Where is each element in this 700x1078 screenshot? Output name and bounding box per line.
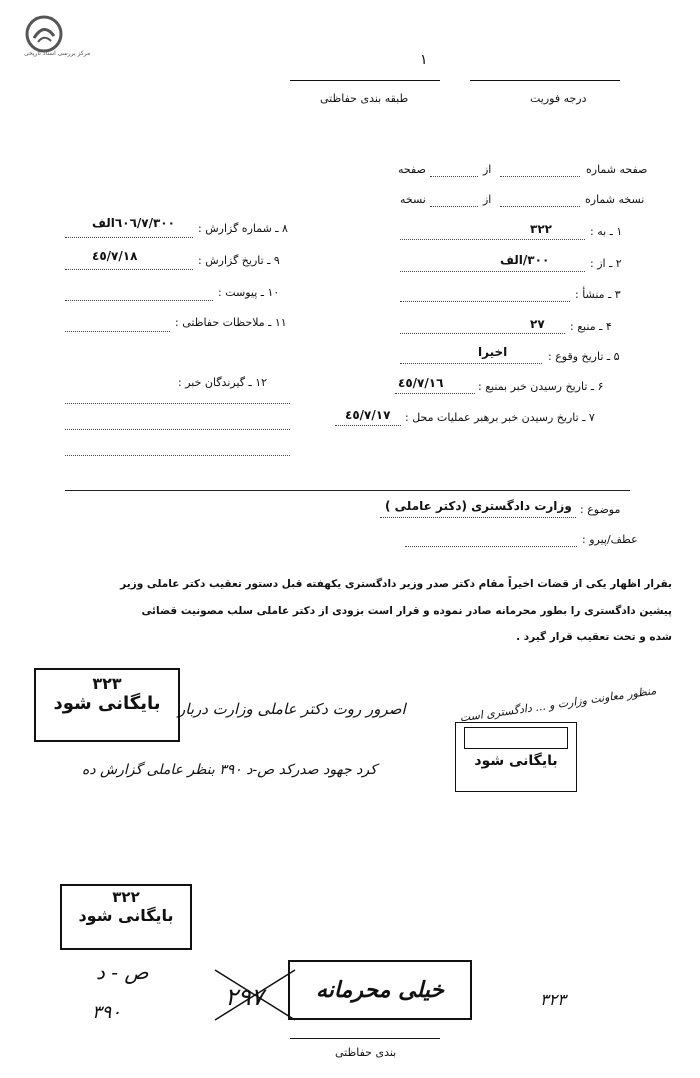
field-recipients-label: ۱۲ ـ گیرندگان خبر : — [178, 376, 268, 389]
field-from-value: ٣٠٠/الف — [500, 253, 550, 267]
page-total-dots — [430, 175, 478, 177]
from-label-2: از — [483, 193, 492, 206]
page-mark: ١ — [420, 52, 428, 68]
copy-number-dots — [500, 205, 580, 207]
right-margin-note: منظور معاونت وزارت و ... دادگستری است — [459, 684, 657, 725]
recipients-dots-1 — [65, 402, 290, 404]
urgency-label: درجه فوریت — [530, 92, 587, 105]
field-to-label: ۱ ـ به : — [590, 225, 623, 238]
archive-stamp-3-number: ٣٢٢ — [112, 888, 140, 906]
field-report-date-value: ٤٥/٧/١٨ — [92, 249, 138, 263]
bottom-right-scribble: ٣٢٣ — [540, 990, 566, 1009]
handwriting-bottom-code: ص - د — [96, 960, 149, 984]
subject-label: موضوع : — [580, 503, 621, 516]
archive-stamp-2-text: بایگانی شود — [474, 753, 558, 769]
field-occur-date-value: اخیرا — [478, 345, 508, 359]
crossed-code-text: ٢٩٧ — [225, 983, 264, 1011]
subject-value: وزارت دادگستری (دکتر عاملی ) — [385, 499, 572, 513]
body-line-3: شده و تحت تعقیب قرار گیرد . — [516, 631, 672, 643]
classification-label: طبقه بندی حفاظتی — [320, 92, 409, 105]
field-report-number-label: ۸ ـ شماره گزارش : — [198, 222, 288, 235]
cross-out-icon — [210, 965, 300, 1025]
body-line-1: بقرار اظهار یکی از قضات اخیراً مقام دکتر صدر وزیر دادگستری یکهفته قبل دستور تعقیب دکتر عاملی وزیر — [120, 578, 672, 590]
header-divider-left — [290, 80, 440, 81]
reference-label: عطف/پیرو : — [582, 533, 638, 546]
field-report-date-label: ۹ ـ تاریخ گزارش : — [198, 254, 280, 267]
reference-dots — [405, 545, 577, 547]
recipients-dots-2 — [65, 428, 290, 430]
page-number-label: صفحه شماره — [586, 163, 648, 176]
field-to-dots — [400, 238, 585, 240]
section-divider — [65, 490, 630, 491]
archive-stamp-1-text: بایگانی شود — [53, 693, 161, 714]
crossed-code — [210, 965, 300, 1025]
logo-caption: مرکز بررسی اسناد تاریخی — [24, 50, 91, 57]
field-from-dots — [400, 270, 585, 272]
field-source-dots — [400, 332, 565, 334]
recipients-dots-3 — [65, 454, 290, 456]
handwriting-bottom-number: ۳۹۰ — [92, 1002, 122, 1023]
field-receive-leader-value: ٤٥/٧/١٧ — [345, 408, 391, 422]
header-divider-right — [470, 80, 620, 81]
top-secret-stamp-text: خیلی محرمانه — [315, 977, 445, 1003]
field-security-notes-label: ۱۱ ـ ملاحظات حفاظتی : — [175, 316, 287, 329]
field-security-notes-dots — [65, 330, 170, 332]
page-number-dots — [500, 175, 580, 177]
field-attachment-label: ۱۰ ـ پیوست : — [218, 286, 280, 299]
handwriting-line-2: کرد جهود صدرکد ص-د ۳۹۰ بنظر عاملی گزارش ده — [82, 762, 377, 778]
archive-stamp-3 — [60, 884, 192, 950]
field-occur-date-dots — [400, 362, 542, 364]
field-report-date-dots — [65, 268, 193, 270]
body-line-2: پیشین دادگستری را بطور محرمانه صادر نموده و قرار است بزودی از دکتر عاملی سلب مصونیت قضائی — [141, 605, 672, 617]
field-source-label: ۴ ـ منبع : — [570, 320, 612, 333]
from-label-1: از — [483, 163, 492, 176]
logo — [24, 14, 134, 64]
field-attachment-dots — [65, 299, 213, 301]
copy-number-label: نسخه شماره — [585, 193, 645, 206]
field-receive-source-label: ۶ ـ تاریخ رسیدن خبر بمنبع : — [478, 380, 604, 393]
field-origin-dots — [400, 300, 570, 302]
page-unit: صفحه — [398, 163, 426, 176]
field-receive-source-value: ٤٥/٧/١٦ — [398, 376, 444, 390]
field-receive-leader-label: ۷ ـ تاریخ رسیدن خبر برهبر عملیات محل : — [405, 411, 595, 424]
field-report-number-value: ٦٠٦/٧/٣٠٠الف — [92, 216, 175, 230]
field-from-label: ۲ ـ از : — [590, 257, 622, 270]
footer-classification-label: بندی حفاظتی — [335, 1046, 397, 1059]
footer-divider — [290, 1038, 440, 1039]
archive-stamp-3-text: بایگانی شود — [78, 906, 174, 925]
archive-stamp-1 — [34, 668, 180, 742]
field-source-value: ٢٧ — [530, 317, 545, 331]
archive-stamp-1-number: ٣٢٣ — [92, 674, 122, 693]
logo-emblem-icon — [24, 14, 64, 54]
subject-dots — [380, 516, 576, 518]
top-secret-stamp — [288, 960, 472, 1020]
handwriting-line-1: اصرور روت دکتر عاملی وزارت دربار — [178, 700, 406, 718]
copy-unit: نسخه — [400, 193, 426, 206]
field-occur-date-label: ۵ ـ تاریخ وقوع : — [548, 350, 620, 363]
field-origin-label: ۳ ـ منشأ : — [575, 288, 621, 301]
field-receive-leader-dots — [335, 424, 401, 426]
field-to-value: ٣٢٢ — [530, 222, 552, 236]
archive-stamp-2 — [455, 722, 577, 792]
field-receive-source-dots — [395, 392, 475, 394]
copy-total-dots — [430, 205, 478, 207]
field-report-number-dots — [65, 236, 193, 238]
archive-stamp-2-inner — [464, 727, 568, 749]
